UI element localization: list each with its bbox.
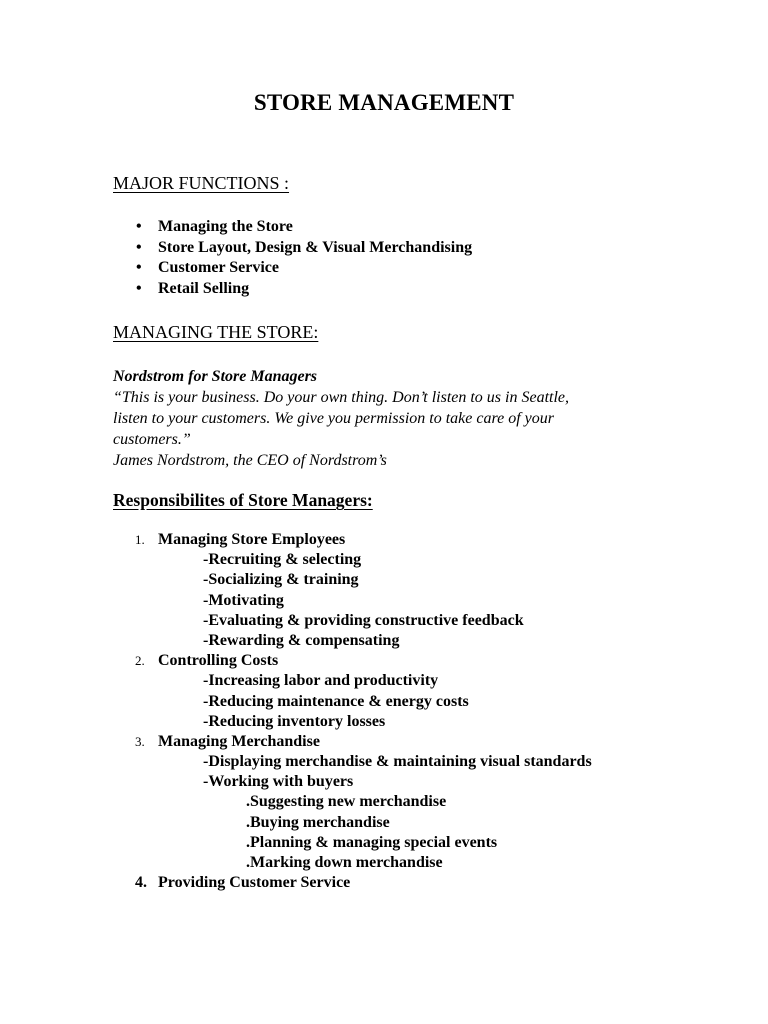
item-number: 4. xyxy=(135,874,147,892)
sub-item-label: -Working with buyers xyxy=(203,773,354,791)
bullet-icon: • xyxy=(136,280,142,298)
list-item-label: Retail Selling xyxy=(158,280,250,298)
page-title: STORE MANAGEMENT xyxy=(253,90,515,115)
sub-item-label: -Motivating xyxy=(203,591,284,609)
sub-item-label: -Socializing & training xyxy=(203,571,359,589)
major-functions-list xyxy=(136,217,472,300)
sub-item-label: -Recruiting & selecting xyxy=(203,551,362,569)
sub-item-label: -Displaying merchandise & maintaining visual standards xyxy=(203,753,592,771)
list-item-label: Customer Service xyxy=(158,259,279,277)
sub-sub-item-label: .Marking down merchandise xyxy=(246,854,443,871)
bullet-icon: • xyxy=(136,218,142,235)
major-functions-heading: MAJOR FUNCTIONS : xyxy=(113,173,290,193)
quote-block xyxy=(113,366,633,471)
sub-item-label: -Rewarding & compensating xyxy=(203,631,400,649)
quote-line: “This is your business. Do your own thing. Don’t listen to us in Seattle, xyxy=(113,389,570,406)
item-label: Controlling Costs xyxy=(158,652,279,670)
list-item-label: Managing the Store xyxy=(158,218,293,235)
sub-item-label: -Reducing inventory losses xyxy=(203,712,386,730)
list-item-label: Store Layout, Design & Visual Merchandising xyxy=(158,238,473,256)
item-label: Managing Merchandise xyxy=(158,732,320,750)
item-number: 2. xyxy=(135,653,145,669)
sub-item-label: -Increasing labor and productivity xyxy=(203,672,439,690)
bullet-icon: • xyxy=(136,259,142,277)
quote-attribution: James Nordstrom, the CEO of Nordstrom’s xyxy=(113,452,387,469)
list-item xyxy=(136,258,472,279)
item-number: 1. xyxy=(135,532,145,547)
sub-sub-item-label: .Buying merchandise xyxy=(246,813,390,831)
sub-item-label: -Reducing maintenance & energy costs xyxy=(203,692,469,710)
item-label: Managing Store Employees xyxy=(158,531,346,548)
sub-sub-item-label: .Planning & managing special events xyxy=(246,833,498,851)
sub-sub-item-label: .Suggesting new merchandise xyxy=(246,793,447,811)
managing-store-heading: MANAGING THE STORE: xyxy=(113,322,319,342)
quote-line: customers.” xyxy=(113,431,191,448)
list-item xyxy=(136,217,472,238)
item-number: 3. xyxy=(135,733,145,749)
item-label: Providing Customer Service xyxy=(158,874,351,892)
sub-item-label: -Evaluating & providing constructive feedback xyxy=(203,611,524,629)
bullet-icon: • xyxy=(136,238,142,256)
quote-title: Nordstrom for Store Managers xyxy=(113,368,318,385)
list-item xyxy=(136,279,472,300)
list-item xyxy=(136,238,472,259)
quote-line: listen to your customers. We give you permission to take care of your xyxy=(113,410,554,427)
responsibilities-heading: Responsibilites of Store Managers: xyxy=(113,490,373,510)
